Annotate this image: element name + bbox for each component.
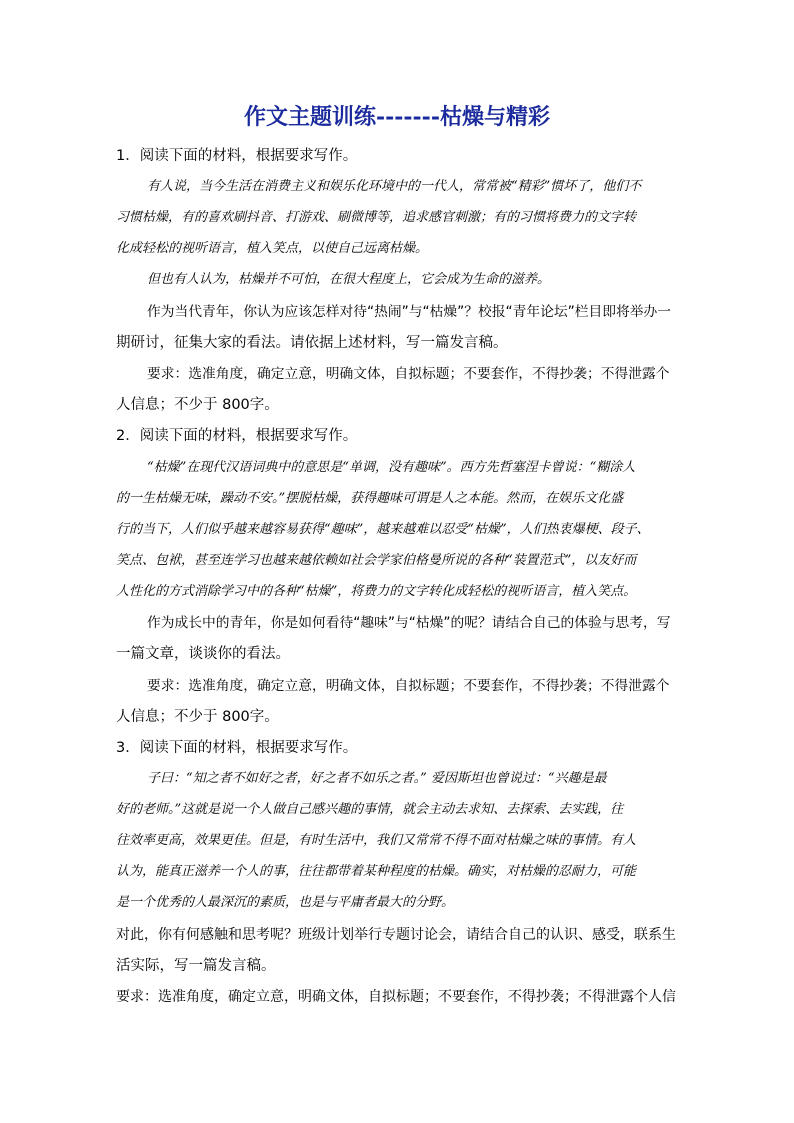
q2-requirement-line-2: 人信息；不少于 800字。 [116,709,279,725]
q3-material-line-4: 认为，能真正滋养一个人的事，往往都带着某种程度的枯燥。确实，对枯燥的忍耐力，可能 [116,864,637,879]
q1-heading: 1．阅读下面的材料，根据要求写作。 [116,148,358,164]
q2-requirement-line-1: 要求：选准角度，确定立意，明确文体，自拟标题；不要套作，不得抄袭；不得泄露个 [147,678,670,694]
q3-requirement-line-1: 要求：选准角度，确定立意，明确文体，自拟标题；不要套作，不得抄袭；不得泄露个人信 [116,989,676,1005]
q1-material-line-4: 但也有人认为，枯燥并不可怕，在很大程度上，它会成为生命的滋养。 [147,272,551,287]
q1-material-line-1: 有人说，当今生活在消费主义和娱乐化环境中的一代人，常常被“精彩”惯坏了，他们不 [147,179,642,194]
q2-material-line-4: 笑点、包袱，甚至连学习也越来越依赖如社会学家伯格曼所说的各种“装置范式”，以友好而 [116,553,637,568]
page-title: 作文主题训练-------枯燥与精彩 [244,104,550,130]
q1-material-line-3: 化成轻松的视听语言，植入笑点，以使自己远离枯燥。 [116,241,429,256]
q3-material-line-3: 往效率更高，效果更佳。但是，有时生活中，我们又常常不得不面对枯燥之味的事情。有人 [116,833,637,848]
q1-requirement-line-1: 要求：选准角度，确定立意，明确文体，自拟标题；不要套作，不得抄袭；不得泄露个 [147,366,670,382]
q3-heading: 3．阅读下面的材料，根据要求写作。 [116,740,358,756]
q3-material-line-2: 好的老师。”这就是说一个人做自己感兴趣的事情，就会主动去求知、去探索、去实践，往 [116,802,624,817]
q1-task-line-1: 作为当代青年，你认为应该怎样对待“热闹”与“枯燥”？校报“青年论坛”栏目即将举办一 [147,304,671,320]
q3-task-line-1: 对此，你有何感触和思考呢？班级计划举行专题讨论会，请结合自己的认识、感受，联系生 [116,927,676,943]
q3-material-line-1: 子曰：“知之者不如好之者，好之者不如乐之者。” 爱因斯坦也曾说过：“兴趣是最 [147,771,607,786]
q2-material-line-2: 的一生枯燥无味，躁动不安。”摆脱枯燥，获得趣味可谓是人之本能。然而，在娱乐文化盛 [116,491,624,506]
q1-task-line-2: 期研讨，征集大家的看法。请依据上述材料，写一篇发言稿。 [116,335,508,351]
q3-material-line-5: 是一个优秀的人最深沉的素质，也是与平庸者最大的分野。 [116,895,455,910]
q1-requirement-line-2: 人信息；不少于 800字。 [116,397,279,413]
q2-task-line-1: 作为成长中的青年，你是如何看待“趣味”与“枯燥”的呢？请结合自己的体验与思考，写 [147,615,671,631]
q3-task-line-2: 活实际，写一篇发言稿。 [116,958,276,974]
q2-material-line-3: 行的当下，人们似乎越来越容易获得“趣味”，越来越难以忍受“枯燥”，人们热衷爆梗、段子、 [116,522,650,537]
q2-heading: 2．阅读下面的材料，根据要求写作。 [116,428,358,444]
q2-material-line-1: “枯燥”在现代汉语词典中的意思是“单调，没有趣味”。西方先哲塞涅卡曾说：“糊涂人 [147,460,636,475]
q1-material-line-2: 习惯枯燥，有的喜欢刷抖音、打游戏、刷微博等，追求感官刺激；有的习惯将费力的文字转 [116,210,637,225]
q2-task-line-2: 一篇文章，谈谈你的看法。 [116,646,290,662]
q2-material-line-5: 人性化的方式消除学习中的各种“枯燥”，将费力的文字转化成轻松的视听语言，植入笑点。 [116,584,637,599]
